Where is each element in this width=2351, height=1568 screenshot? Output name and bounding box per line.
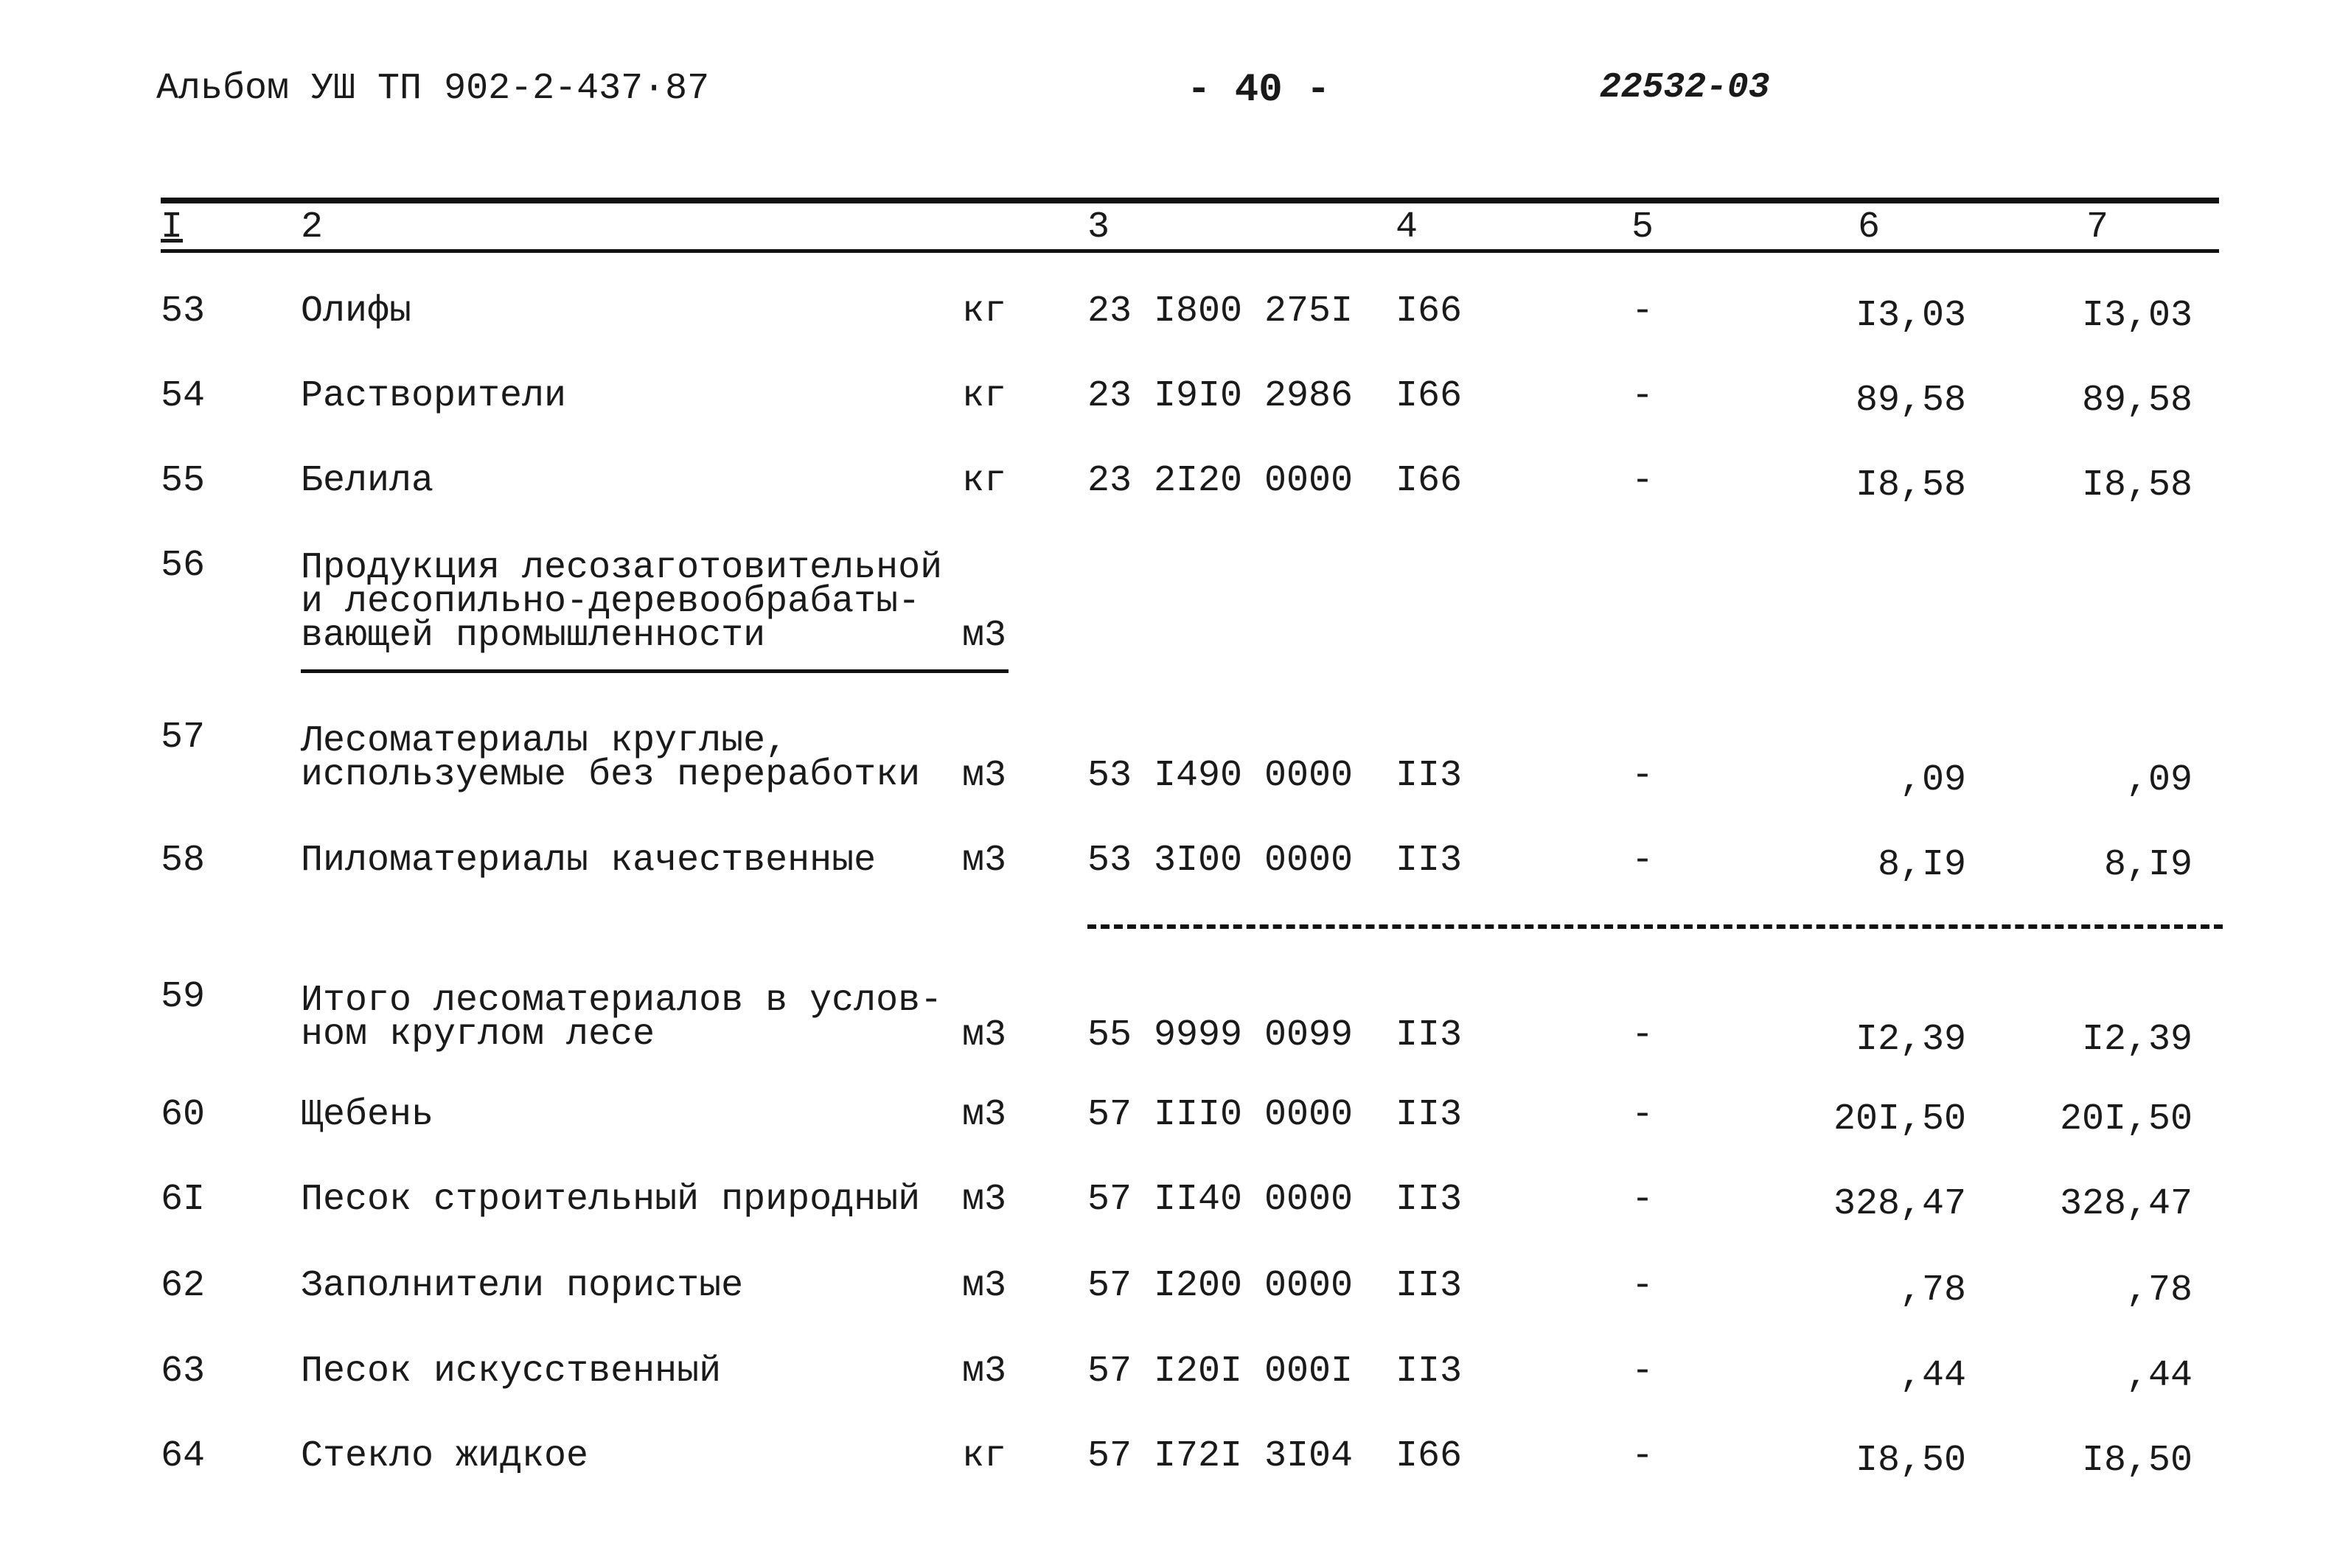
row-9-cell-c6: 328,47 <box>1833 1183 1966 1225</box>
row-12-cell-c6: I8,50 <box>1855 1440 1966 1482</box>
row-12-cell-unit: кг <box>962 1435 1007 1477</box>
row-11-cell-c4: II3 <box>1396 1351 1463 1393</box>
row-9-cell-c5: - <box>1631 1179 1654 1221</box>
dashed-separator <box>1087 924 2223 929</box>
row-1-cell-c7: I3,03 <box>2081 295 2192 337</box>
row-9-cell-code: 57 II40 0000 <box>1087 1179 1354 1221</box>
row-10-cell-unit: м3 <box>962 1265 1007 1307</box>
row-2-cell-c4: I66 <box>1396 375 1463 417</box>
row-5-cell-unit: м3 <box>962 755 1007 797</box>
row-6-cell-c5: - <box>1631 840 1654 882</box>
row-3-cell-unit: кг <box>962 460 1007 502</box>
section-underline <box>301 669 1009 673</box>
row-3-cell-name: Белила <box>301 460 434 502</box>
row-11-cell-num: 63 <box>161 1351 206 1393</box>
table-top-rule <box>161 198 2219 203</box>
row-3-cell-c6: I8,58 <box>1855 464 1966 506</box>
table-header-rule <box>161 249 2219 253</box>
row-11-cell-name: Песок искусственный <box>301 1351 722 1393</box>
row-8-cell-c7: 20I,50 <box>2059 1098 2192 1140</box>
row-9-cell-num: 6I <box>161 1179 206 1221</box>
row-9-cell-name: Песок строительный природный <box>301 1179 921 1221</box>
row-5-cell-c7: ,09 <box>2125 759 2192 801</box>
row-12-cell-c5: - <box>1631 1435 1654 1477</box>
row-12-cell-c4: I66 <box>1396 1435 1463 1477</box>
column-header-7: 7 <box>2086 206 2109 248</box>
row-8-cell-c4: II3 <box>1396 1094 1463 1136</box>
row-9-cell-c4: II3 <box>1396 1179 1463 1221</box>
row-5-cell-name: Лесоматериалы круглые, используемые без переработки <box>301 720 921 796</box>
row-11-cell-unit: м3 <box>962 1351 1007 1393</box>
row-10-cell-c5: - <box>1631 1265 1654 1307</box>
row-7-cell-unit: м3 <box>962 1014 1007 1056</box>
row-1-cell-c6: I3,03 <box>1855 295 1966 337</box>
row-12-cell-c7: I8,50 <box>2081 1440 2192 1482</box>
row-6-cell-c4: II3 <box>1396 840 1463 882</box>
row-4-cell-unit: м3 <box>962 615 1007 657</box>
row-5-cell-num: 57 <box>161 717 206 759</box>
row-6-cell-code: 53 3I00 0000 <box>1087 840 1354 882</box>
row-6-cell-c7: 8,I9 <box>2103 844 2192 886</box>
row-12-cell-name: Стекло жидкое <box>301 1435 589 1477</box>
row-6-cell-name: Пиломатериалы качественные <box>301 840 877 882</box>
row-11-cell-c5: - <box>1631 1351 1654 1393</box>
row-3-cell-num: 55 <box>161 460 206 502</box>
row-7-cell-c7: I2,39 <box>2081 1019 2192 1061</box>
row-1-cell-code: 23 I800 275I <box>1087 290 1354 332</box>
row-12-cell-num: 64 <box>161 1435 206 1477</box>
page-number: - 40 - <box>1187 68 1331 113</box>
row-2-cell-num: 54 <box>161 375 206 417</box>
row-1-cell-name: Олифы <box>301 290 412 332</box>
row-7-cell-c6: I2,39 <box>1855 1019 1966 1061</box>
row-7-cell-code: 55 9999 0099 <box>1087 1014 1354 1056</box>
row-8-cell-c6: 20I,50 <box>1833 1098 1966 1140</box>
row-2-cell-c5: - <box>1631 375 1654 417</box>
row-8-cell-c5: - <box>1631 1094 1654 1136</box>
row-11-cell-c6: ,44 <box>1899 1355 1966 1397</box>
row-11-cell-c7: ,44 <box>2125 1355 2192 1397</box>
row-7-cell-c4: II3 <box>1396 1014 1463 1056</box>
row-7-cell-num: 59 <box>161 976 206 1018</box>
row-12-cell-code: 57 I72I 3I04 <box>1087 1435 1354 1477</box>
row-10-cell-code: 57 I200 0000 <box>1087 1265 1354 1307</box>
row-5-cell-c6: ,09 <box>1899 759 1966 801</box>
row-9-cell-unit: м3 <box>962 1179 1007 1221</box>
row-2-cell-c7: 89,58 <box>2081 380 2192 422</box>
row-5-cell-c4: II3 <box>1396 755 1463 797</box>
document-code: 22532-03 <box>1600 68 1770 108</box>
row-8-cell-unit: м3 <box>962 1094 1007 1136</box>
row-10-cell-c4: II3 <box>1396 1265 1463 1307</box>
row-4-cell-name: Продукция лесозаготовительной и лесопильно-деревообрабаты- вающей промышленности <box>301 547 943 657</box>
row-5-cell-c5: - <box>1631 755 1654 797</box>
row-2-cell-code: 23 I9I0 2986 <box>1087 375 1354 417</box>
column-header-2: 2 <box>301 206 324 248</box>
row-7-cell-name: Итого лесоматериалов в услов- ном круглом лесе <box>301 980 943 1056</box>
row-8-cell-num: 60 <box>161 1094 206 1136</box>
album-title: Альбом УШ ТП 902-2-437·87 <box>156 68 710 110</box>
row-1-cell-c5: - <box>1631 290 1654 332</box>
column-header-6: 6 <box>1858 206 1881 248</box>
column-header-4: 4 <box>1396 206 1418 248</box>
row-8-cell-code: 57 III0 0000 <box>1087 1094 1354 1136</box>
column-header-1: I <box>161 206 184 248</box>
row-6-cell-unit: м3 <box>962 840 1007 882</box>
row-6-cell-num: 58 <box>161 840 206 882</box>
row-11-cell-code: 57 I20I 000I <box>1087 1351 1354 1393</box>
column-header-5: 5 <box>1631 206 1654 248</box>
row-3-cell-c5: - <box>1631 460 1654 502</box>
row-2-cell-unit: кг <box>962 375 1007 417</box>
row-1-cell-num: 53 <box>161 290 206 332</box>
row-10-cell-c6: ,78 <box>1899 1269 1966 1311</box>
row-2-cell-c6: 89,58 <box>1855 380 1966 422</box>
row-2-cell-name: Растворители <box>301 375 567 417</box>
column-header-3: 3 <box>1087 206 1110 248</box>
row-9-cell-c7: 328,47 <box>2059 1183 2192 1225</box>
row-10-cell-c7: ,78 <box>2125 1269 2192 1311</box>
row-1-cell-unit: кг <box>962 290 1007 332</box>
row-3-cell-c7: I8,58 <box>2081 464 2192 506</box>
row-10-cell-num: 62 <box>161 1265 206 1307</box>
row-7-cell-c5: - <box>1631 1014 1654 1056</box>
row-6-cell-c6: 8,I9 <box>1877 844 1966 886</box>
row-10-cell-name: Заполнители пористые <box>301 1265 744 1307</box>
row-8-cell-name: Щебень <box>301 1094 434 1136</box>
row-3-cell-c4: I66 <box>1396 460 1463 502</box>
row-1-cell-c4: I66 <box>1396 290 1463 332</box>
row-4-cell-num: 56 <box>161 545 206 587</box>
row-5-cell-code: 53 I490 0000 <box>1087 755 1354 797</box>
row-3-cell-code: 23 2I20 0000 <box>1087 460 1354 502</box>
